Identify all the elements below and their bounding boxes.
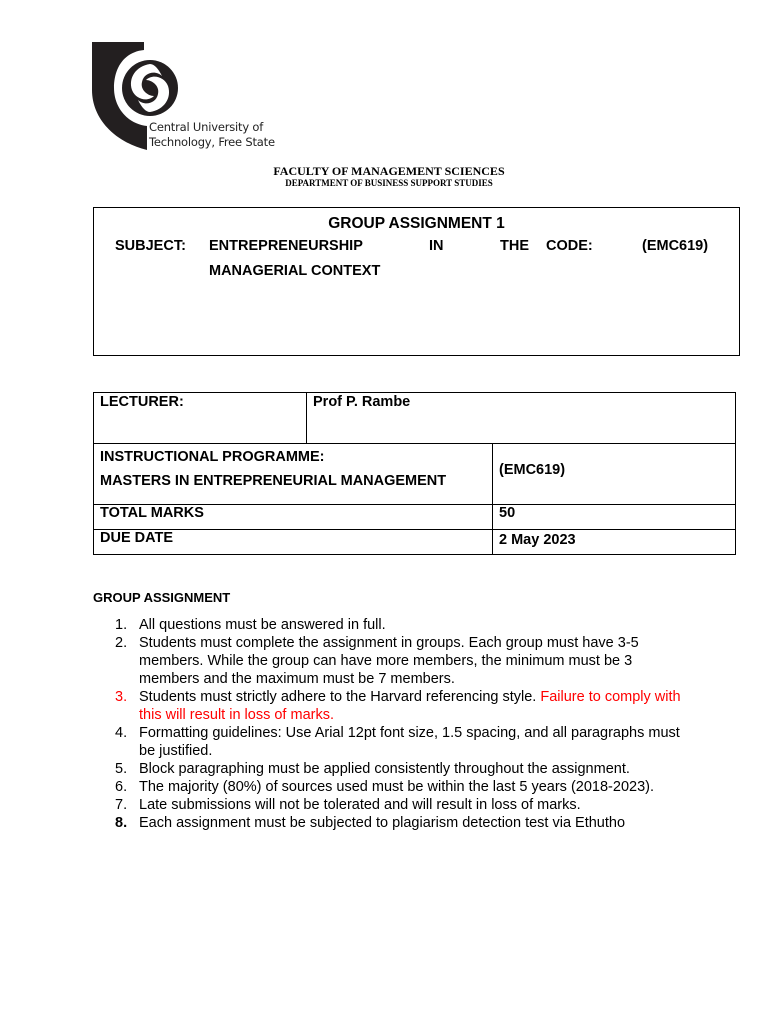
rule-text: Students must complete the assignment in groups. Each group must have 3-5 members. While the group can have more members, the minimum must be 3 members and the maximum must be 7 members. xyxy=(139,635,639,687)
list-item xyxy=(93,688,693,724)
logo-wordmark xyxy=(149,120,275,150)
table-row xyxy=(94,505,736,530)
info-table xyxy=(93,392,736,555)
rules-list xyxy=(93,616,693,832)
subject-word-3: THE xyxy=(500,238,529,254)
subject-word-2: IN xyxy=(429,238,444,254)
list-item xyxy=(93,778,693,796)
subject-label: SUBJECT: xyxy=(115,238,186,254)
marks-label: TOTAL MARKS xyxy=(94,505,493,530)
rule-number: 6. xyxy=(115,779,128,795)
code-value: (EMC619) xyxy=(642,238,709,254)
rule-text: All questions must be answered in full. xyxy=(139,617,386,633)
list-item xyxy=(93,634,693,688)
due-value: 2 May 2023 xyxy=(493,530,736,555)
programme-label: INSTRUCTIONAL PROGRAMME: xyxy=(100,449,325,465)
due-label: DUE DATE xyxy=(94,530,493,555)
table-row xyxy=(94,393,736,444)
rule-number: 1. xyxy=(115,617,128,633)
list-item xyxy=(93,814,693,832)
programme-cell xyxy=(94,444,493,505)
list-item xyxy=(93,616,693,634)
list-item xyxy=(93,724,693,760)
marks-value: 50 xyxy=(493,505,736,530)
table-row xyxy=(94,444,736,505)
list-item xyxy=(93,760,693,778)
rule-number: 5. xyxy=(115,761,128,777)
lecturer-value: Prof P. Rambe xyxy=(307,393,736,444)
list-item xyxy=(93,796,693,814)
rule-text: Late submissions will not be tolerated and will result in loss of marks. xyxy=(139,797,581,813)
rule-number: 4. xyxy=(115,725,128,741)
department-heading: DEPARTMENT OF BUSINESS SUPPORT STUDIES xyxy=(285,178,493,188)
rule-text: The majority (80%) of sources used must be within the last 5 years (2018-2023). xyxy=(139,779,654,795)
rule-number: 2. xyxy=(115,635,128,651)
logo-line-1: Central University of xyxy=(149,120,264,134)
lecturer-label: LECTURER: xyxy=(94,393,307,444)
rule-warning: Failure to comply with this will result in loss of marks. xyxy=(139,689,681,723)
rule-number: 7. xyxy=(115,797,128,813)
section-heading: GROUP ASSIGNMENT xyxy=(93,590,231,605)
assignment-box xyxy=(93,207,740,356)
code-label: CODE: xyxy=(546,238,593,254)
subject-word-1: ENTREPRENEURSHIP xyxy=(209,238,363,254)
assignment-title: GROUP ASSIGNMENT 1 xyxy=(328,215,505,232)
rule-text: Block paragraphing must be applied consistently throughout the assignment. xyxy=(139,761,630,777)
programme-value: MASTERS IN ENTREPRENEURIAL MANAGEMENT xyxy=(100,473,447,489)
faculty-heading: FACULTY OF MANAGEMENT SCIENCES xyxy=(273,164,505,178)
subject-line-2: MANAGERIAL CONTEXT xyxy=(209,263,381,279)
rule-text: Students must strictly adhere to the Harvard referencing style. xyxy=(139,689,541,705)
logo-line-2: Technology, Free State xyxy=(149,135,275,149)
rule-number: 3. xyxy=(115,689,128,705)
programme-code: (EMC619) xyxy=(493,444,736,505)
rule-text: Each assignment must be subjected to plagiarism detection test via Ethutho xyxy=(139,815,626,831)
table-row xyxy=(94,530,736,555)
rule-number: 8. xyxy=(115,815,128,831)
rule-text: Formatting guidelines: Use Arial 12pt font size, 1.5 spacing, and all paragraphs must be justified. xyxy=(139,725,680,759)
